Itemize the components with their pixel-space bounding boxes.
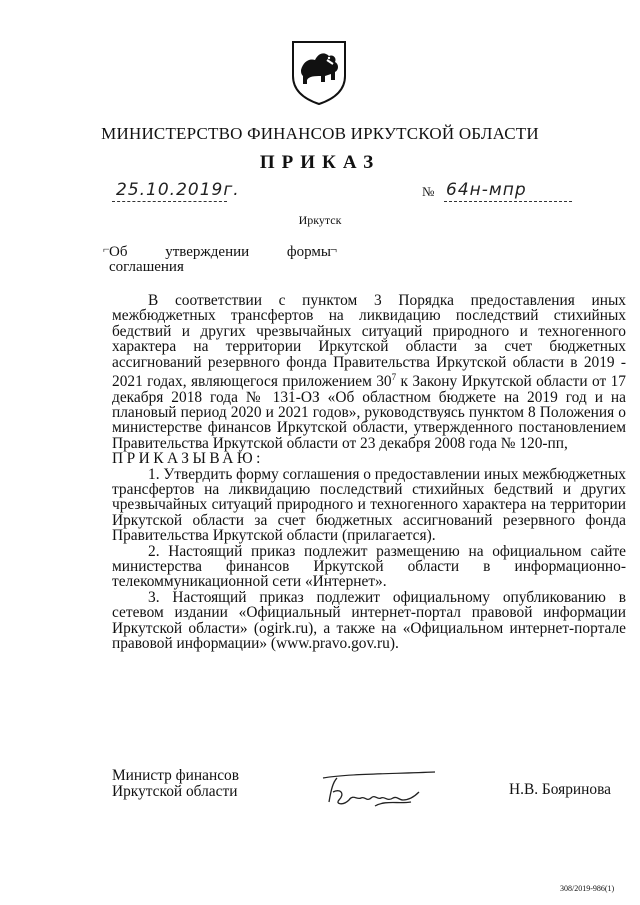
subject-line-2: соглашения bbox=[109, 259, 184, 275]
subject-word: утверждении bbox=[165, 244, 250, 260]
signatory-position bbox=[112, 768, 239, 800]
preamble-text-rest: к Закону Иркутской области от 17 декабря 2018 года № 131-ОЗ «Об областном бюджете на 2019 год и на плановый период 2020 и 2021 годов», руководствуясь пунктом 8 Положения о министерстве финансов Иркутской области, утвержденного постановлением Правительства Иркутской области от 23 декабря 2008 года № 120-пп, bbox=[112, 373, 627, 452]
order-item-3: 3. Настоящий приказ подлежит официальному опубликованию в сетевом издании «Официальный интернет-портал правовой информации Иркутской области» (ogirk.ru), а также на «Официальном интернет-портале правовой информации» (www.pravo.gov.ru). bbox=[112, 588, 626, 653]
subject-line-1 bbox=[109, 245, 331, 260]
order-word: ПРИКАЗЫВАЮ: bbox=[112, 450, 264, 468]
signatory-position-line-2: Иркутской области bbox=[112, 783, 238, 800]
signatory-position-line-1: Министр финансов bbox=[112, 767, 239, 784]
city-name: Иркутск bbox=[298, 213, 342, 227]
document-date-field bbox=[112, 180, 240, 206]
ministry-name: МИНИСТЕРСТВО ФИНАНСОВ ИРКУТСКОЙ ОБЛАСТИ bbox=[101, 124, 539, 143]
order-item-1: 1. Утвердить форму соглашения о предоставлении иных межбюджетных трансфертов на ликвидацию последствий стихийных бедствий и других чрезвычайных ситуаций природного и техногенного характера на территории Иркутской области за счет бюджетных ассигнований резервного фонда Правительства Иркутской области (прилагается). bbox=[112, 465, 626, 545]
document-number-field bbox=[422, 180, 572, 206]
coat-of-arms-icon bbox=[291, 40, 347, 106]
document-body bbox=[112, 293, 626, 651]
subject-word: формы bbox=[286, 244, 331, 260]
subject-word: Об bbox=[109, 244, 128, 260]
footer-registration-code: 308/2019-986(1) bbox=[560, 884, 615, 893]
subject-bracket-left: ⌐ bbox=[103, 242, 110, 256]
order-item-2: 2. Настоящий приказ подлежит размещению на официальном сайте министерства финансов Иркутской области в информационно-телекоммуникационной сети «Интернет». bbox=[112, 542, 626, 591]
signatory-name: Н.В. Бояринова bbox=[509, 781, 612, 798]
preamble-superscript: 7 bbox=[391, 372, 397, 383]
document-number: 64н-мпр bbox=[446, 180, 527, 200]
document-date: 25.10.2019г. bbox=[116, 180, 240, 200]
date-underline bbox=[112, 201, 227, 202]
number-label: № bbox=[422, 184, 435, 199]
preamble-text: В соответствии с пунктом 3 Порядка предоставления иных межбюджетных трансфертов на ликвидацию последствий стихийных бедствий и других чрезвычайных ситуаций природного и техногенного характера на территории Иркутской области за счет бюджетных ассигнований резервного фонда Правительства Иркутской области в 2019 - 2021 годах, являющегося приложением 30 bbox=[112, 292, 626, 391]
preamble-paragraph bbox=[112, 293, 626, 451]
document-type-title: ПРИКАЗ bbox=[259, 152, 381, 173]
handwritten-signature bbox=[315, 770, 455, 815]
subject-bracket-right: ¬ bbox=[330, 242, 337, 256]
document-subject bbox=[103, 242, 337, 275]
number-underline bbox=[444, 201, 572, 202]
